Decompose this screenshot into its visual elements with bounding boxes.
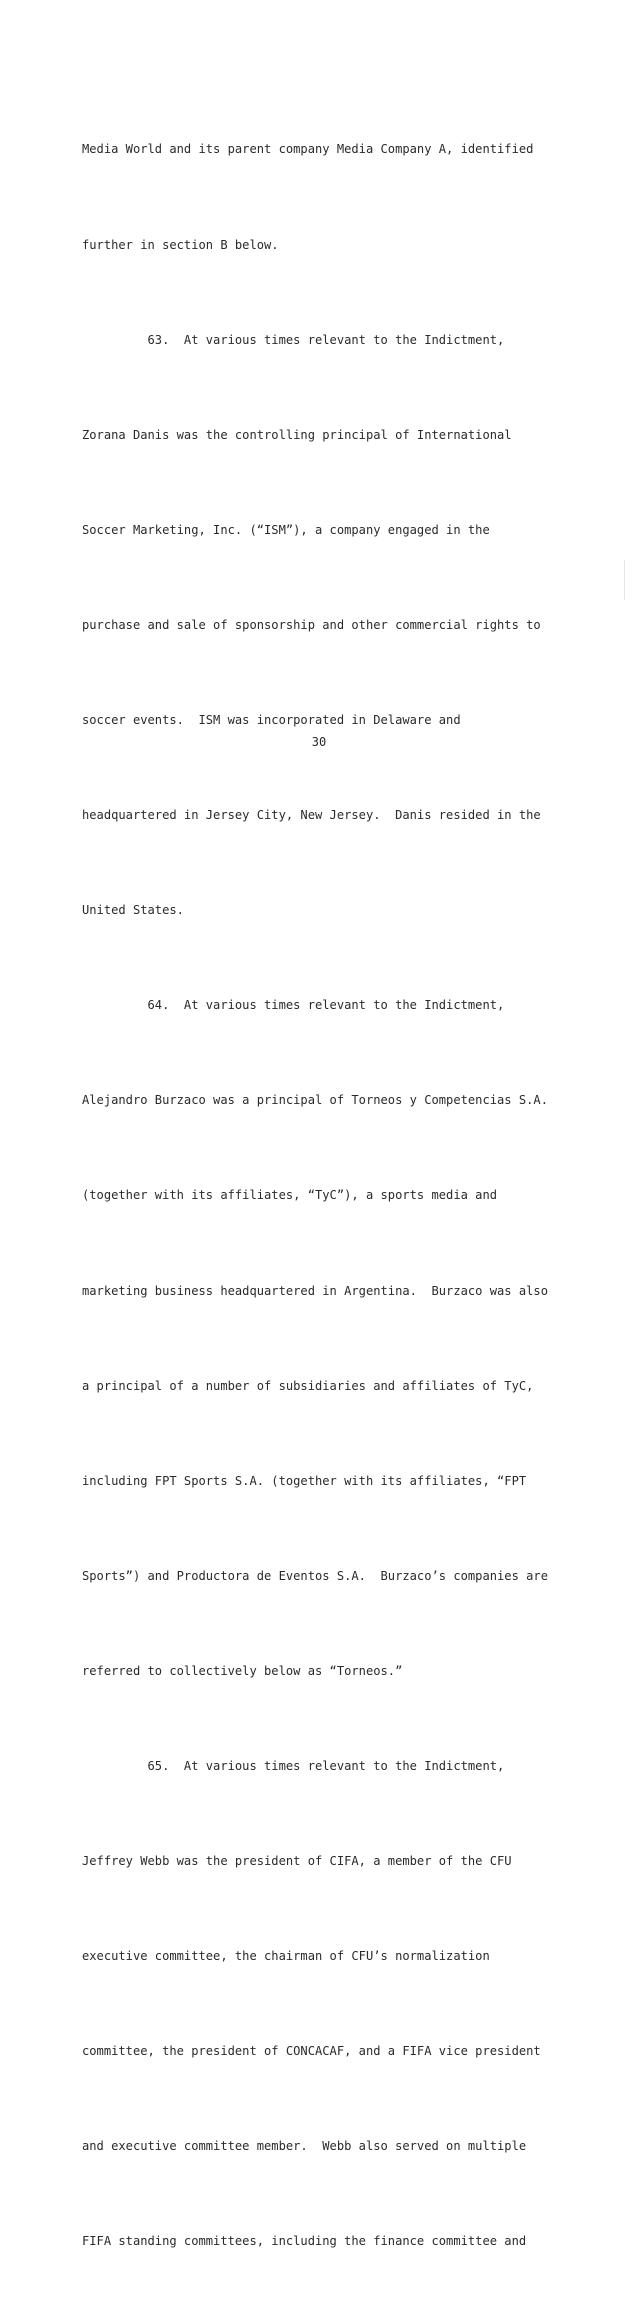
text-line: committee, the president of CONCACAF, and a FIFA vice president — [82, 2044, 541, 2059]
text-line: 64. At various times relevant to the Indictment, — [82, 998, 505, 1013]
text-line: FIFA standing committees, including the finance committee and — [82, 2234, 527, 2249]
text-line: a principal of a number of subsidiaries and affiliates of TyC, — [82, 1378, 534, 1393]
text-line: Sports”) and Productora de Eventos S.A. Burzaco’s companies are — [82, 1568, 548, 1583]
text-line: referred to collectively below as “Torneos.” — [82, 1663, 403, 1678]
text-line: executive committee, the chairman of CFU’s normalization — [82, 1949, 490, 1964]
text-line: Jeffrey Webb was the president of CIFA, a member of the CFU — [82, 1854, 512, 1869]
text-line: and executive committee member. Webb also served on multiple — [82, 2139, 527, 2154]
scan-margin-mark — [624, 560, 625, 600]
text-line: Media World and its parent company Media Company A, identified — [82, 142, 534, 157]
text-line: marketing business headquartered in Argentina. Burzaco was also — [82, 1283, 548, 1298]
page-number: 30 — [311, 735, 327, 749]
text-line: 63. At various times relevant to the Indictment, — [82, 332, 505, 347]
text-line: Soccer Marketing, Inc. (“ISM”), a company engaged in the — [82, 522, 490, 537]
body-text — [82, 71, 582, 2322]
text-line: further in section B below. — [82, 237, 279, 252]
text-line: headquartered in Jersey City, New Jersey. Danis resided in the — [82, 808, 541, 823]
text-line: including FPT Sports S.A. (together with its affiliates, “FPT — [82, 1473, 527, 1488]
text-line: 65. At various times relevant to the Indictment, — [82, 1759, 505, 1773]
text-line: Alejandro Burzaco was a principal of Torneos y Competencias S.A. — [82, 1093, 548, 1108]
text-line: (together with its affiliates, “TyC”), a sports media and — [82, 1188, 498, 1203]
text-line: Zorana Danis was the controlling principal of International — [82, 427, 512, 442]
text-line: purchase and sale of sponsorship and other commercial rights to — [82, 617, 541, 632]
text-line: United States. — [82, 903, 184, 918]
text-line: soccer events. ISM was incorporated in Delaware and — [82, 712, 461, 727]
